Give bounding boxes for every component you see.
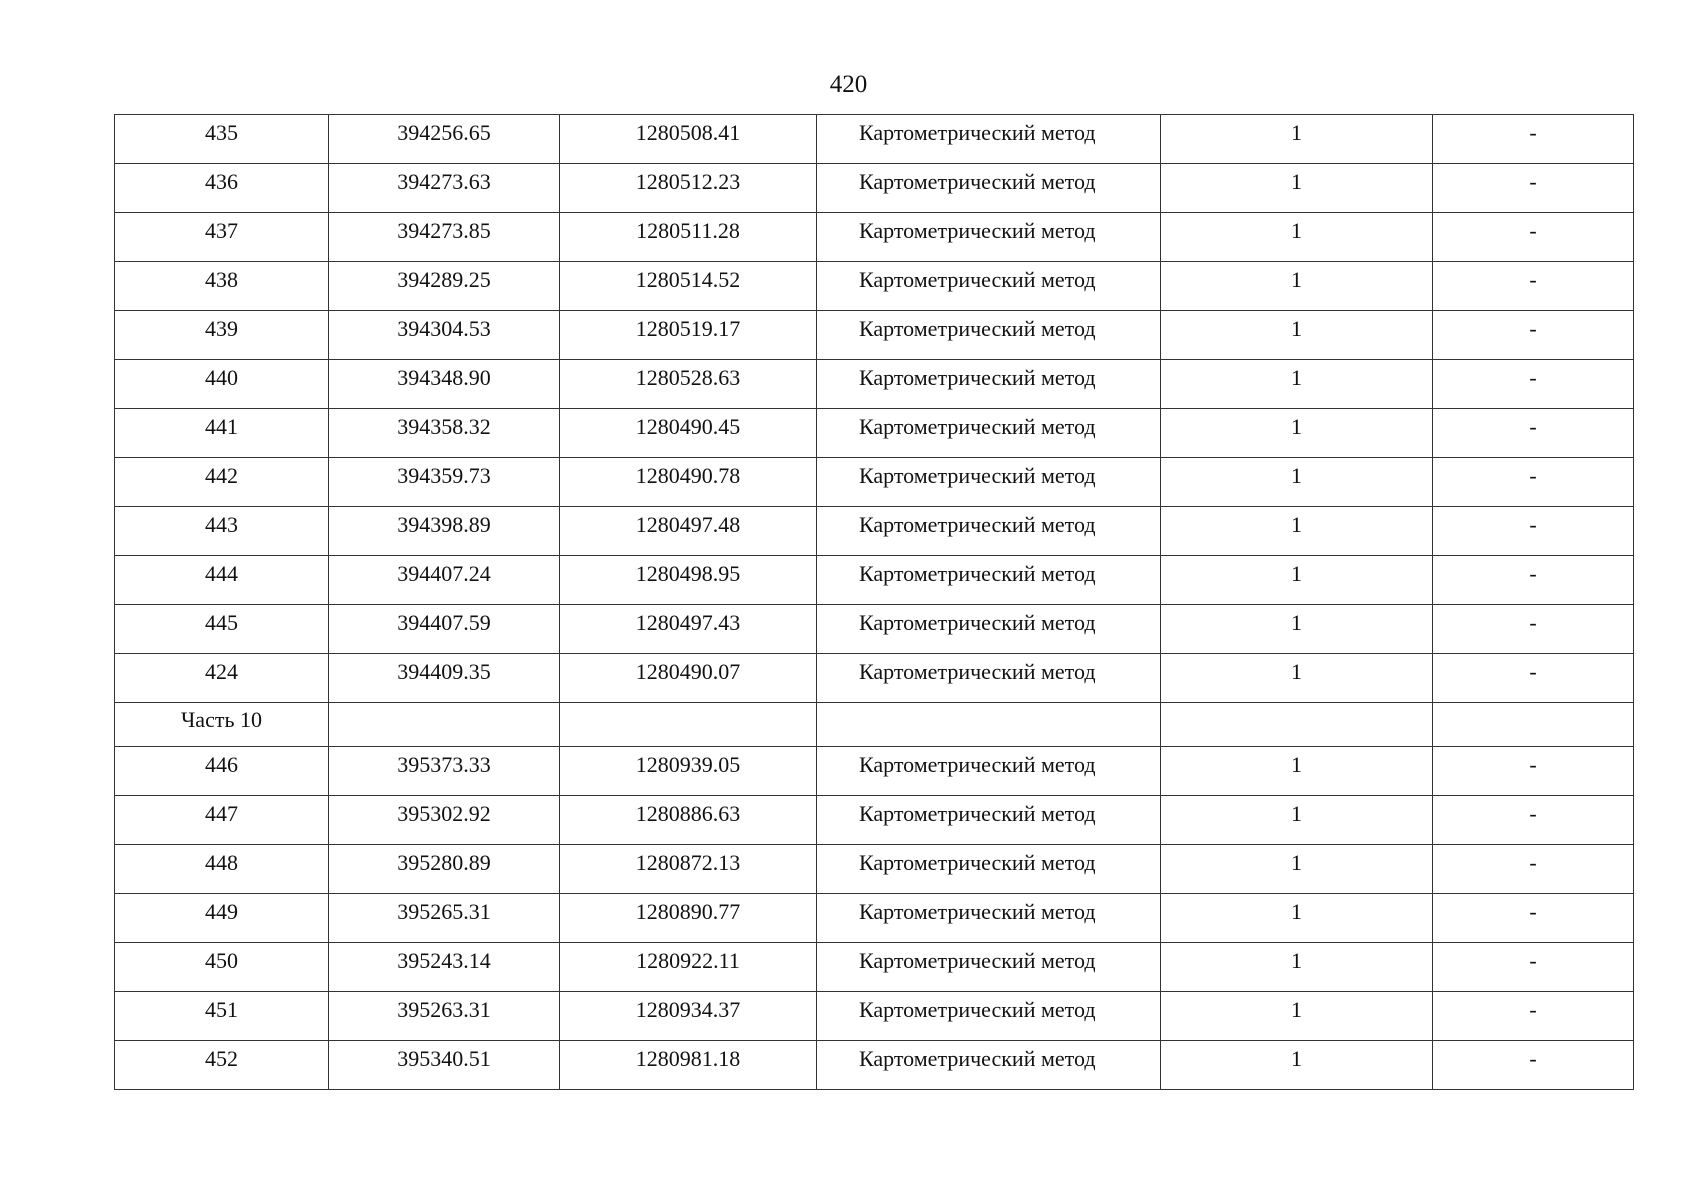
x-coordinate-cell: 395302.92 bbox=[329, 796, 560, 845]
point-number-cell: 448 bbox=[115, 845, 329, 894]
method-cell: Картометрический метод bbox=[817, 311, 1161, 360]
x-coordinate-cell: 394398.89 bbox=[329, 507, 560, 556]
point-number-cell: 449 bbox=[115, 894, 329, 943]
point-number-cell: 451 bbox=[115, 992, 329, 1041]
table-row bbox=[115, 992, 1634, 1041]
method-cell bbox=[817, 703, 1161, 747]
point-number-cell: 424 bbox=[115, 654, 329, 703]
table-row bbox=[115, 507, 1634, 556]
method-cell: Картометрический метод bbox=[817, 605, 1161, 654]
y-coordinate-cell: 1280490.45 bbox=[560, 409, 817, 458]
point-number-cell: 447 bbox=[115, 796, 329, 845]
description-cell bbox=[1433, 703, 1634, 747]
accuracy-cell: 1 bbox=[1161, 409, 1433, 458]
y-coordinate-cell: 1280519.17 bbox=[560, 311, 817, 360]
description-cell: - bbox=[1433, 747, 1634, 796]
table-row bbox=[115, 360, 1634, 409]
accuracy-cell: 1 bbox=[1161, 654, 1433, 703]
method-cell: Картометрический метод bbox=[817, 164, 1161, 213]
description-cell: - bbox=[1433, 164, 1634, 213]
method-cell: Картометрический метод bbox=[817, 943, 1161, 992]
method-cell: Картометрический метод bbox=[817, 992, 1161, 1041]
x-coordinate-cell: 394358.32 bbox=[329, 409, 560, 458]
description-cell: - bbox=[1433, 360, 1634, 409]
y-coordinate-cell: 1280498.95 bbox=[560, 556, 817, 605]
table-row bbox=[115, 747, 1634, 796]
y-coordinate-cell bbox=[560, 703, 817, 747]
y-coordinate-cell: 1280939.05 bbox=[560, 747, 817, 796]
description-cell: - bbox=[1433, 115, 1634, 164]
section-row bbox=[115, 703, 1634, 747]
accuracy-cell: 1 bbox=[1161, 360, 1433, 409]
method-cell: Картометрический метод bbox=[817, 845, 1161, 894]
y-coordinate-cell: 1280922.11 bbox=[560, 943, 817, 992]
x-coordinate-cell: 394407.59 bbox=[329, 605, 560, 654]
y-coordinate-cell: 1280528.63 bbox=[560, 360, 817, 409]
method-cell: Картометрический метод bbox=[817, 654, 1161, 703]
accuracy-cell: 1 bbox=[1161, 894, 1433, 943]
table-row bbox=[115, 262, 1634, 311]
x-coordinate-cell: 395243.14 bbox=[329, 943, 560, 992]
y-coordinate-cell: 1280508.41 bbox=[560, 115, 817, 164]
description-cell: - bbox=[1433, 507, 1634, 556]
y-coordinate-cell: 1280514.52 bbox=[560, 262, 817, 311]
accuracy-cell: 1 bbox=[1161, 605, 1433, 654]
y-coordinate-cell: 1280981.18 bbox=[560, 1041, 817, 1090]
description-cell: - bbox=[1433, 894, 1634, 943]
coordinates-table bbox=[114, 114, 1634, 1090]
x-coordinate-cell bbox=[329, 703, 560, 747]
accuracy-cell: 1 bbox=[1161, 164, 1433, 213]
description-cell: - bbox=[1433, 943, 1634, 992]
table-row bbox=[115, 894, 1634, 943]
x-coordinate-cell: 395340.51 bbox=[329, 1041, 560, 1090]
accuracy-cell: 1 bbox=[1161, 992, 1433, 1041]
method-cell: Картометрический метод bbox=[817, 213, 1161, 262]
description-cell: - bbox=[1433, 992, 1634, 1041]
description-cell: - bbox=[1433, 654, 1634, 703]
description-cell: - bbox=[1433, 262, 1634, 311]
table-row bbox=[115, 115, 1634, 164]
table-row bbox=[115, 796, 1634, 845]
accuracy-cell: 1 bbox=[1161, 115, 1433, 164]
point-number-cell: 440 bbox=[115, 360, 329, 409]
table-row bbox=[115, 556, 1634, 605]
y-coordinate-cell: 1280490.78 bbox=[560, 458, 817, 507]
table-row bbox=[115, 164, 1634, 213]
point-number-cell: 445 bbox=[115, 605, 329, 654]
accuracy-cell: 1 bbox=[1161, 262, 1433, 311]
y-coordinate-cell: 1280490.07 bbox=[560, 654, 817, 703]
point-number-cell: 441 bbox=[115, 409, 329, 458]
table-row bbox=[115, 311, 1634, 360]
description-cell: - bbox=[1433, 409, 1634, 458]
accuracy-cell: 1 bbox=[1161, 943, 1433, 992]
table-row bbox=[115, 213, 1634, 262]
method-cell: Картометрический метод bbox=[817, 360, 1161, 409]
point-number-cell: 444 bbox=[115, 556, 329, 605]
accuracy-cell: 1 bbox=[1161, 556, 1433, 605]
accuracy-cell bbox=[1161, 703, 1433, 747]
accuracy-cell: 1 bbox=[1161, 845, 1433, 894]
x-coordinate-cell: 394359.73 bbox=[329, 458, 560, 507]
table-row bbox=[115, 943, 1634, 992]
point-number-cell: 452 bbox=[115, 1041, 329, 1090]
x-coordinate-cell: 394289.25 bbox=[329, 262, 560, 311]
accuracy-cell: 1 bbox=[1161, 213, 1433, 262]
point-number-cell: 438 bbox=[115, 262, 329, 311]
method-cell: Картометрический метод bbox=[817, 409, 1161, 458]
description-cell: - bbox=[1433, 556, 1634, 605]
y-coordinate-cell: 1280512.23 bbox=[560, 164, 817, 213]
point-number-cell: 436 bbox=[115, 164, 329, 213]
method-cell: Картометрический метод bbox=[817, 262, 1161, 311]
x-coordinate-cell: 395280.89 bbox=[329, 845, 560, 894]
point-number-cell: 442 bbox=[115, 458, 329, 507]
method-cell: Картометрический метод bbox=[817, 115, 1161, 164]
table-row bbox=[115, 605, 1634, 654]
method-cell: Картометрический метод bbox=[817, 1041, 1161, 1090]
coordinates-table-body bbox=[115, 115, 1634, 1090]
y-coordinate-cell: 1280497.43 bbox=[560, 605, 817, 654]
point-number-cell: 446 bbox=[115, 747, 329, 796]
accuracy-cell: 1 bbox=[1161, 747, 1433, 796]
table-row bbox=[115, 409, 1634, 458]
description-cell: - bbox=[1433, 458, 1634, 507]
table-row bbox=[115, 1041, 1634, 1090]
y-coordinate-cell: 1280511.28 bbox=[560, 213, 817, 262]
page-number: 420 bbox=[829, 71, 868, 98]
method-cell: Картометрический метод bbox=[817, 796, 1161, 845]
point-number-cell: 437 bbox=[115, 213, 329, 262]
point-number-cell: 450 bbox=[115, 943, 329, 992]
point-number-cell: 435 bbox=[115, 115, 329, 164]
y-coordinate-cell: 1280497.48 bbox=[560, 507, 817, 556]
y-coordinate-cell: 1280872.13 bbox=[560, 845, 817, 894]
method-cell: Картометрический метод bbox=[817, 556, 1161, 605]
x-coordinate-cell: 395263.31 bbox=[329, 992, 560, 1041]
description-cell: - bbox=[1433, 796, 1634, 845]
description-cell: - bbox=[1433, 213, 1634, 262]
method-cell: Картометрический метод bbox=[817, 458, 1161, 507]
x-coordinate-cell: 395265.31 bbox=[329, 894, 560, 943]
x-coordinate-cell: 394407.24 bbox=[329, 556, 560, 605]
table-row bbox=[115, 845, 1634, 894]
x-coordinate-cell: 395373.33 bbox=[329, 747, 560, 796]
method-cell: Картометрический метод bbox=[817, 747, 1161, 796]
accuracy-cell: 1 bbox=[1161, 796, 1433, 845]
description-cell: - bbox=[1433, 605, 1634, 654]
y-coordinate-cell: 1280890.77 bbox=[560, 894, 817, 943]
description-cell: - bbox=[1433, 845, 1634, 894]
x-coordinate-cell: 394273.85 bbox=[329, 213, 560, 262]
section-label: Часть 10 bbox=[115, 703, 329, 747]
point-number-cell: 439 bbox=[115, 311, 329, 360]
table-row bbox=[115, 654, 1634, 703]
accuracy-cell: 1 bbox=[1161, 311, 1433, 360]
method-cell: Картометрический метод bbox=[817, 507, 1161, 556]
x-coordinate-cell: 394273.63 bbox=[329, 164, 560, 213]
description-cell: - bbox=[1433, 311, 1634, 360]
method-cell: Картометрический метод bbox=[817, 894, 1161, 943]
description-cell: - bbox=[1433, 1041, 1634, 1090]
accuracy-cell: 1 bbox=[1161, 1041, 1433, 1090]
x-coordinate-cell: 394409.35 bbox=[329, 654, 560, 703]
x-coordinate-cell: 394304.53 bbox=[329, 311, 560, 360]
table-row bbox=[115, 458, 1634, 507]
y-coordinate-cell: 1280886.63 bbox=[560, 796, 817, 845]
y-coordinate-cell: 1280934.37 bbox=[560, 992, 817, 1041]
x-coordinate-cell: 394256.65 bbox=[329, 115, 560, 164]
x-coordinate-cell: 394348.90 bbox=[329, 360, 560, 409]
accuracy-cell: 1 bbox=[1161, 507, 1433, 556]
point-number-cell: 443 bbox=[115, 507, 329, 556]
accuracy-cell: 1 bbox=[1161, 458, 1433, 507]
